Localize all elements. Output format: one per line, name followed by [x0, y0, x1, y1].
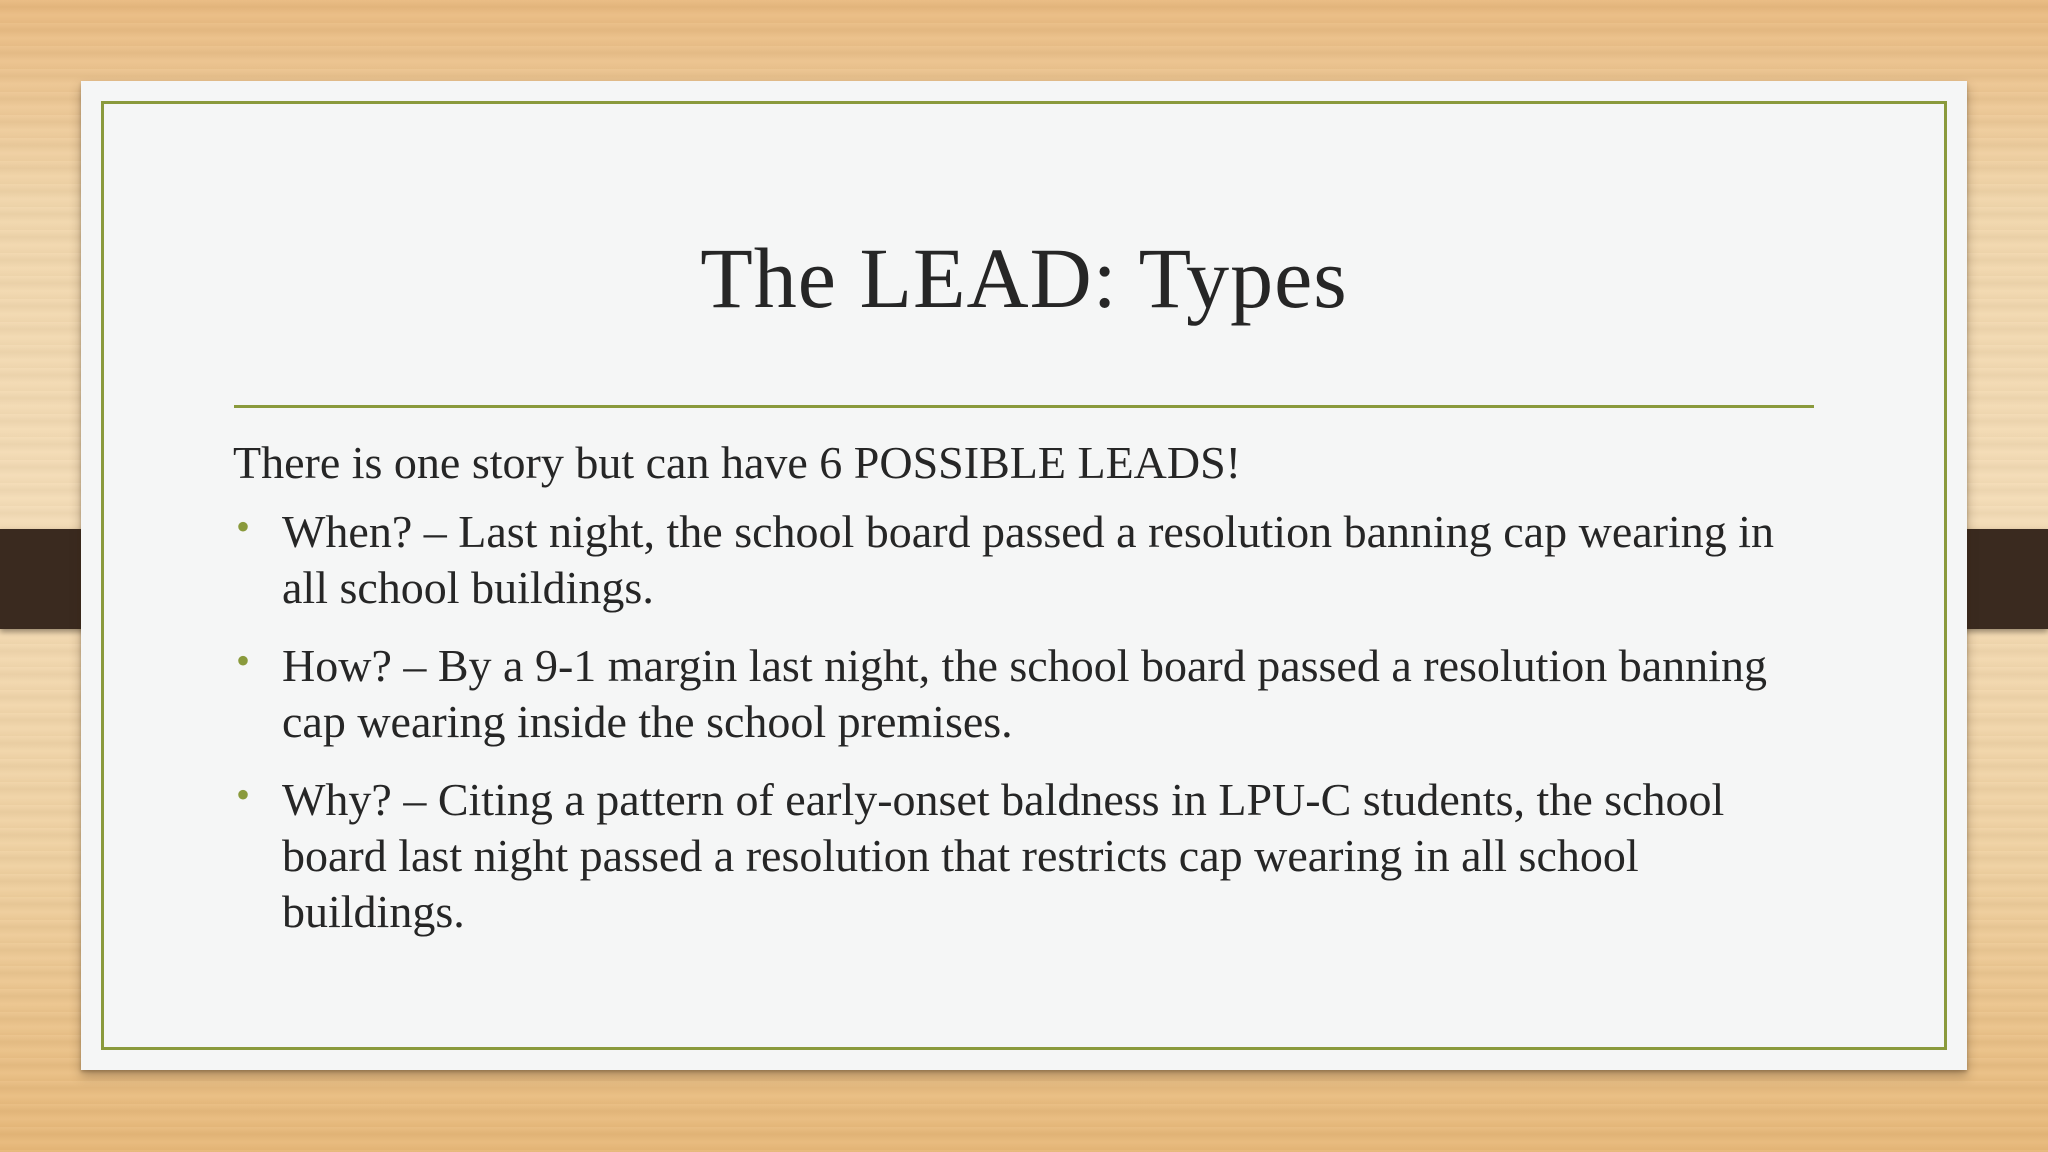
slide-title: The LEAD: Types [700, 230, 1348, 326]
title-divider [234, 405, 1814, 408]
bullet-dot-icon: • [236, 504, 251, 549]
slide-body [233, 434, 1803, 962]
list-item [233, 638, 1803, 750]
bullet-dot-icon: • [236, 638, 251, 683]
list-item [233, 504, 1803, 616]
list-item-text: Why? – Citing a pattern of early-onset baldness in LPU-C students, the school board last night passed a resolution that restricts cap wearing in all school buildings. [282, 774, 1725, 937]
bullet-dot-icon: • [236, 772, 251, 817]
list-item-text: When? – Last night, the school board passed a resolution banning cap wearing in all school buildings. [282, 506, 1775, 613]
list-item [233, 772, 1803, 940]
intro-text: There is one story but can have 6 POSSIBLE LEADS! [233, 437, 1242, 488]
lead-types-list [233, 504, 1803, 940]
list-item-text: How? – By a 9-1 margin last night, the school board passed a resolution banning cap wearing inside the school premises. [282, 640, 1767, 747]
